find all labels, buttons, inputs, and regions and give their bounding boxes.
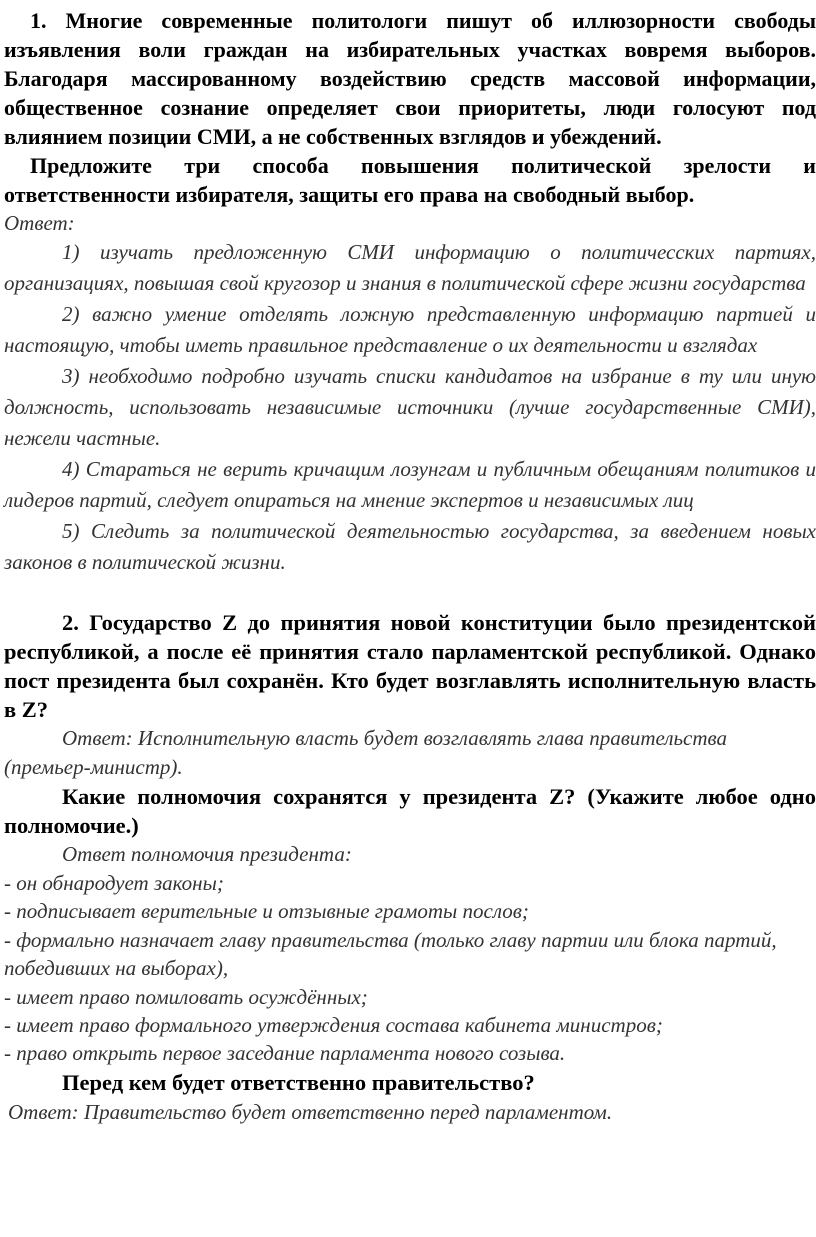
question-2-answer-2 xyxy=(4,840,816,869)
power-item-4: - имеет право помиловать осуждённых; xyxy=(4,984,368,1009)
answer-item-3: 3) необходимо подробно изучать списки кандидатов на избрание в ту или иную должность, использовать независимые источники (лучше государственные СМИ), нежели частные. xyxy=(4,364,816,450)
answer-text: полномочия президента: xyxy=(125,842,352,866)
question-2-answer-1 xyxy=(4,724,816,782)
answer-item-2: 2) важно умение отделять ложную представленную информацию партией и настоящую, чтобы иметь правильное представление о их деятельности и взглядах xyxy=(4,302,816,357)
answer-item-4: 4) Стараться не верить кричащим лозунгам и публичным обещаниям политиков и лидеров партий, следует опираться на мнение экспертов и независимых лиц xyxy=(4,457,816,512)
question-1-task: Предложите три способа повышения политической зрелости и ответственности избирателя, защиты его права на свободный выбор. xyxy=(4,153,816,207)
question-2-task-2: Какие полномочия сохранятся у президента Z? (Укажите любое одно полномочие.) xyxy=(4,784,816,838)
question-1-text: 1. Многие современные политологи пишут об иллюзорности свободы изъявления воли граждан на избирательных участках вовремя выборов. Благодаря массированному воздействию средств массовой информации, общественное сознание определяет свои приоритеты, люди голосуют под влиянием позиции СМИ, а не собственных взглядов и убеждений. xyxy=(4,8,816,149)
power-item-2: - подписывает верительные и отзывные грамоты послов; xyxy=(4,899,529,924)
power-item-5: - имеет право формального утверждения состава кабинета министров; xyxy=(4,1013,663,1038)
question-1-answer-label: Ответ: xyxy=(4,211,75,235)
power-item-6: - право открыть первое заседание парламента нового созыва. xyxy=(4,1041,566,1066)
question-2-task-3: Перед кем будет ответственно правительство? xyxy=(62,1069,535,1095)
question-2-text: 2. Государство Z до принятия новой конституции было президентской республикой, а после её принятия стало парламентской республикой. Однако пост президента был сохранён. Кто будет возглавлять исполнительную власть в Z? xyxy=(4,610,816,722)
question-2-answer-3 xyxy=(4,1097,816,1127)
section-spacer xyxy=(4,578,816,608)
answer-label: Ответ: xyxy=(62,726,133,750)
answer-text: Исполнительную власть будет возглавлять глава правительства (премьер-министр). xyxy=(4,726,728,779)
power-item-1: - он обнародует законы; xyxy=(4,871,224,895)
answer-label: Ответ xyxy=(62,842,126,866)
answer-item-1: 1) изучать предложенную СМИ информацию о политичесских партиях, организациях, повышая свой кругозор и знания в политической сфере жизни государства xyxy=(4,240,816,295)
answer-text: Правительство будет ответственно перед парламентом. xyxy=(78,1099,613,1124)
answer-item-5: 5) Следить за политической деятельностью государства, за введением новых законов в политической жизни. xyxy=(4,519,816,574)
answer-label: Ответ: xyxy=(8,1099,79,1124)
power-item-3: - формально назначает главу правительства (только главу партии или блока партий, победивших на выборах), xyxy=(4,927,777,981)
